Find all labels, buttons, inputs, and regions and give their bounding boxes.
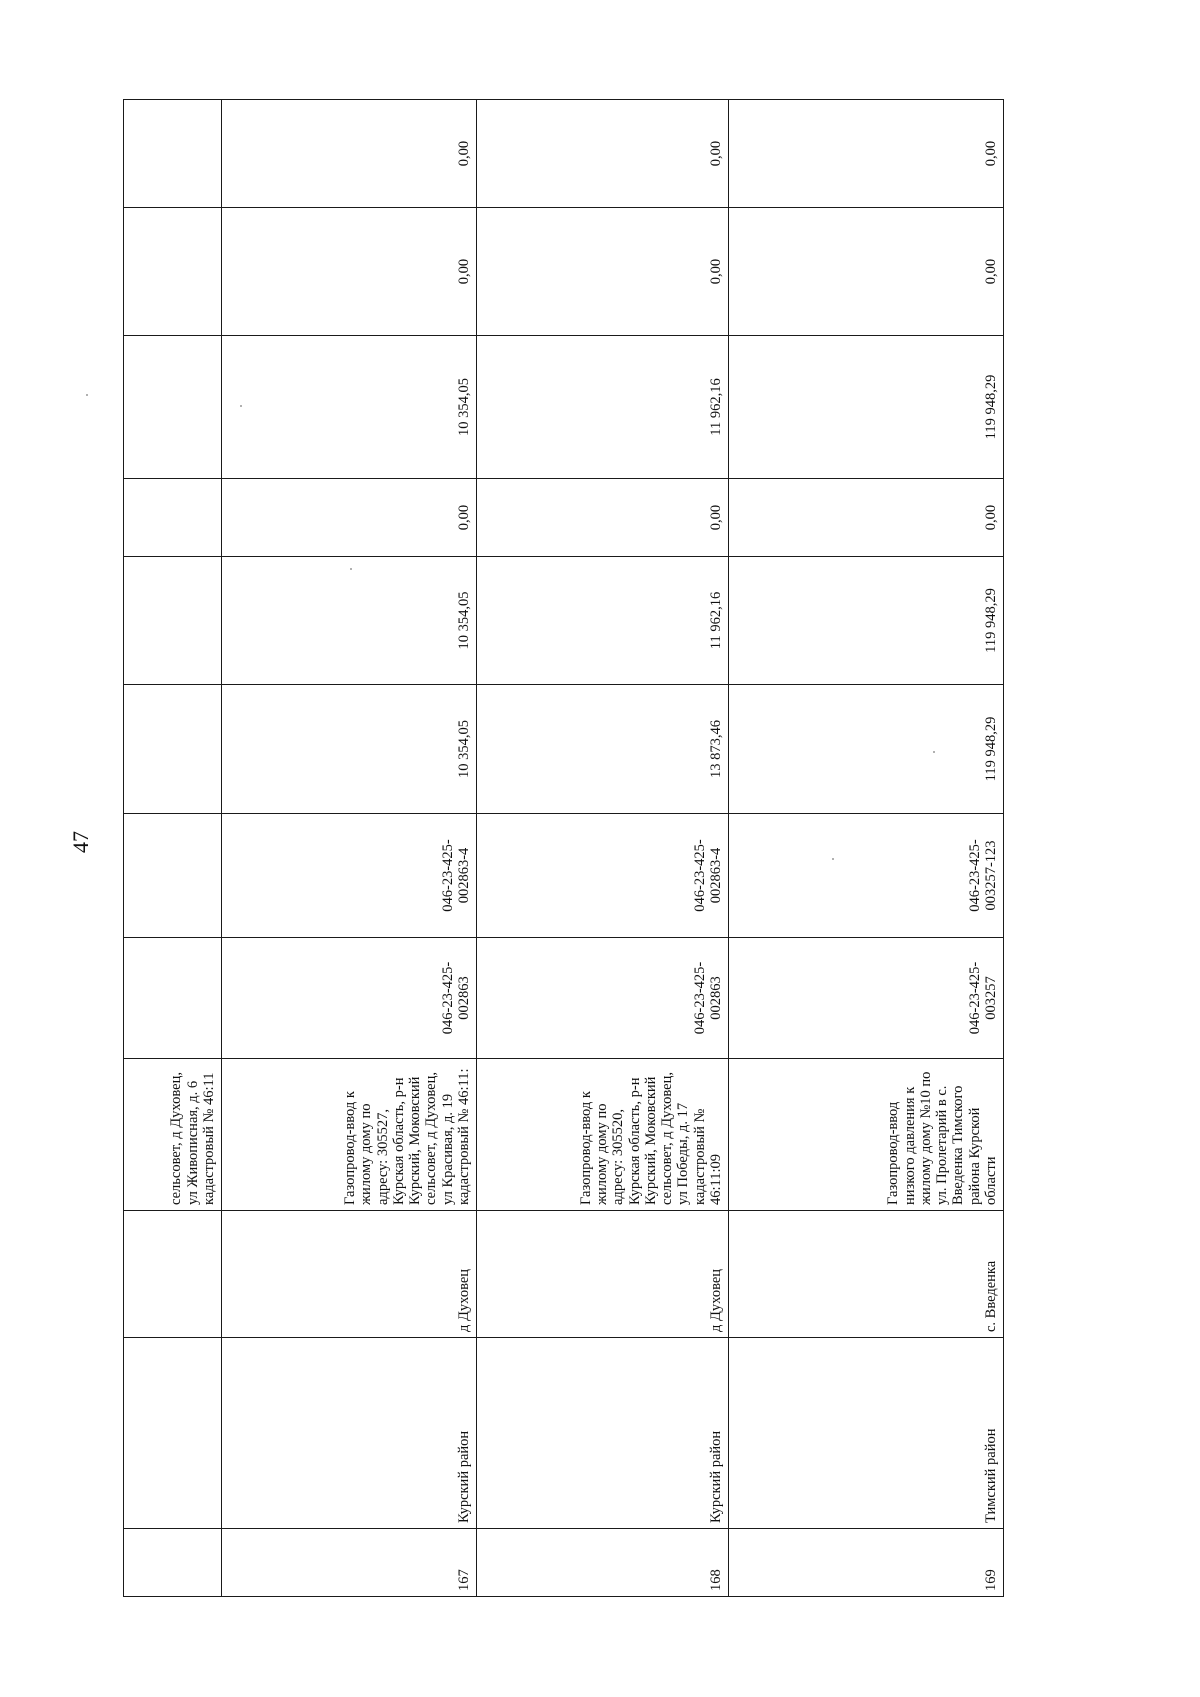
sub-object-code: 046-23-425-002863-4 [222, 814, 477, 938]
row-number: 169 [729, 1529, 1004, 1597]
cell-empty [124, 557, 222, 685]
locality: д Духовец [477, 1211, 729, 1338]
value-3: 0,00 [222, 479, 477, 557]
rotated-table-frame [123, 100, 1003, 1597]
cell-empty [124, 100, 222, 208]
value-3: 0,00 [729, 479, 1004, 557]
object-description: Газопровод-ввод к жилому дому по адресу: 305527, Курская область, р-н Курский, Моковский сельсовет, д Духовец, ул Красивая, д. 19 кадастровый № 46:11: [222, 1059, 477, 1211]
cell-empty [124, 208, 222, 336]
row-number: 168 [477, 1529, 729, 1597]
locality: д Духовец [222, 1211, 477, 1338]
value-5: 0,00 [729, 208, 1004, 336]
sub-object-code: 046-23-425-003257-123 [729, 814, 1004, 938]
value-1: 10 354,05 [222, 685, 477, 814]
value-1: 13 873,46 [477, 685, 729, 814]
object-description: Газопровод-ввод низкого давления к жилому дому №10 по ул. Пролетарий в с. Введенка Тимского района Курской области [729, 1059, 1004, 1211]
region: Тимский район [729, 1338, 1004, 1529]
value-2: 10 354,05 [222, 557, 477, 685]
cell-empty [124, 1211, 222, 1338]
value-6: 0,00 [729, 100, 1004, 208]
value-5: 0,00 [477, 208, 729, 336]
sub-object-code: 046-23-425-002863-4 [477, 814, 729, 938]
table-row-continuation [124, 100, 222, 1597]
region: Курский район [477, 1338, 729, 1529]
value-3: 0,00 [477, 479, 729, 557]
value-4: 11 962,16 [477, 336, 729, 479]
value-6: 0,00 [222, 100, 477, 208]
region: Курский район [222, 1338, 477, 1529]
cell-empty [124, 479, 222, 557]
value-4: 119 948,29 [729, 336, 1004, 479]
locality: с. Введенка [729, 1211, 1004, 1338]
value-4: 10 354,05 [222, 336, 477, 479]
page-number: 47 [68, 831, 93, 853]
cell-empty [124, 1338, 222, 1529]
value-2: 11 962,16 [477, 557, 729, 685]
scan-speck [86, 394, 88, 396]
value-2: 119 948,29 [729, 557, 1004, 685]
assets-table [123, 99, 1004, 1597]
object-code: 046-23-425-003257 [729, 938, 1004, 1059]
table-row [477, 100, 729, 1597]
cell-empty [124, 938, 222, 1059]
value-6: 0,00 [477, 100, 729, 208]
value-5: 0,00 [222, 208, 477, 336]
cell-empty [124, 685, 222, 814]
table-row [729, 100, 1004, 1597]
object-code: 046-23-425-002863 [222, 938, 477, 1059]
cell-empty [124, 336, 222, 479]
object-code: 046-23-425-002863 [477, 938, 729, 1059]
cell-empty [124, 1529, 222, 1597]
table-row [222, 100, 477, 1597]
row-number: 167 [222, 1529, 477, 1597]
object-description: Газопровод-ввод к жилому дому по адресу: 305520, Курская область, р-н Курский, Моковский сельсовет, д Духовец, ул Победы, д. 17 кадастровый № 46:11:09 [477, 1059, 729, 1211]
cell-empty [124, 814, 222, 938]
description-continued: сельсовет, д Духовец, ул Живописная, д. 6 кадастровый № 46:11 [124, 1059, 222, 1211]
value-1: 119 948,29 [729, 685, 1004, 814]
